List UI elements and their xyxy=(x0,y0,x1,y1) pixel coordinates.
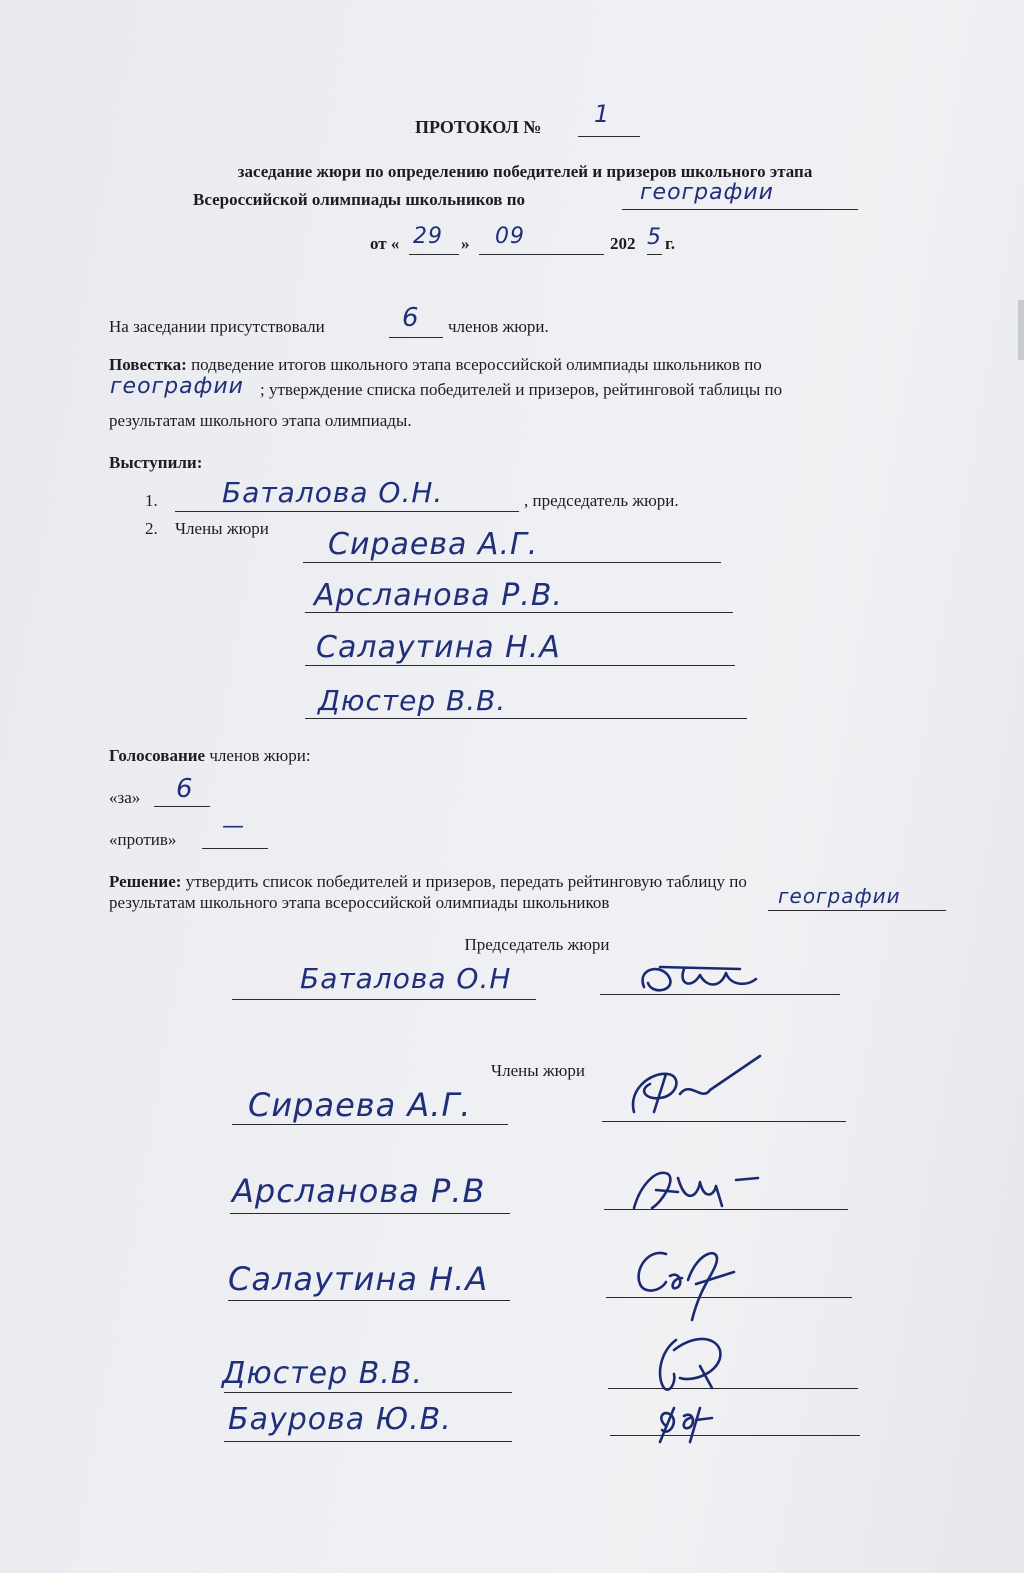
year-digit: 5 xyxy=(647,225,662,250)
member-line-1 xyxy=(303,562,721,563)
member-2-signature xyxy=(626,1156,776,1220)
agenda-text-1: подведение итогов школьного этапа всероссийской олимпиады школьников по xyxy=(191,355,762,374)
header-subject: географии xyxy=(640,180,774,205)
decision-line-1 xyxy=(109,871,747,893)
agenda-text-3: результатам школьного этапа олимпиады. xyxy=(109,411,412,430)
vote-against-label: «против» xyxy=(109,830,177,849)
member-sign-name-line-1 xyxy=(232,1124,508,1125)
decision-label: Решение: xyxy=(109,872,182,891)
members-label: Члены жюри xyxy=(491,1061,585,1080)
vote-for-label: «за» xyxy=(109,788,141,807)
speaker-1-role: , председатель жюри. xyxy=(524,491,679,510)
chairman-name-signed: Баталова О.Н xyxy=(300,962,512,995)
voting-line xyxy=(109,745,311,767)
member-4-signature xyxy=(640,1330,750,1396)
member-sign-name-line-5 xyxy=(224,1441,512,1442)
member-5-signature xyxy=(650,1396,730,1446)
header-line-1: заседание жюри по определению победителей и призеров школьного этапа xyxy=(237,162,813,181)
speaker-1-number: 1. xyxy=(145,491,158,510)
vote-for-line xyxy=(154,806,210,807)
attendance-count: 6 xyxy=(402,303,420,333)
vote-against-line xyxy=(202,848,268,849)
date-day: 29 xyxy=(413,224,443,249)
agenda-text-2: ; утверждение списка победителей и призеров, рейтинговой таблицы по xyxy=(260,380,783,399)
date-month: 09 xyxy=(495,224,525,249)
decision-text-2: результатам школьного этапа всероссийской олимпиады школьников xyxy=(109,893,610,912)
speaker-2-number: 2. xyxy=(145,519,158,538)
member-signature-line-1 xyxy=(602,1121,846,1122)
member-sign-name-line-4 xyxy=(224,1392,512,1393)
agenda-line-1 xyxy=(109,354,762,376)
day-line xyxy=(409,254,459,255)
signed-member-4: Дюстер В.В. xyxy=(222,1356,423,1391)
speaker-member-3: Салаутина Н.А xyxy=(316,630,561,665)
header-line-2: Всероссийской олимпиады школьников по xyxy=(193,190,526,209)
date-mid: » xyxy=(461,234,470,253)
attendance-suffix: членов жюри. xyxy=(448,317,549,336)
voting-label-suffix: членов жюри: xyxy=(209,746,311,765)
member-line-4 xyxy=(305,718,747,719)
chairman-label: Председатель жюри xyxy=(464,935,610,954)
paper-edge-shadow xyxy=(1018,300,1024,360)
speaker-member-2: Арсланова Р.В. xyxy=(314,578,563,613)
subject-line xyxy=(622,209,858,210)
signed-member-5: Баурова Ю.В. xyxy=(228,1402,452,1437)
chairman-name-line-2 xyxy=(232,999,536,1000)
member-signature-line-5 xyxy=(610,1435,860,1436)
vote-against-value: — xyxy=(222,814,245,839)
chairman-signature xyxy=(630,955,780,1005)
member-line-3 xyxy=(305,665,735,666)
member-sign-name-line-2 xyxy=(230,1213,510,1214)
year-suffix: г. xyxy=(665,234,676,253)
member-1-signature xyxy=(620,1050,780,1120)
vote-for-value: 6 xyxy=(176,774,194,804)
protocol-number-line xyxy=(578,136,640,137)
year-prefix: 202 xyxy=(610,234,636,253)
signed-member-3: Салаутина Н.А xyxy=(228,1260,489,1298)
signed-member-2: Арсланова Р.В xyxy=(232,1172,486,1210)
speaker-chairman-name: Баталова О.Н. xyxy=(222,476,444,509)
speaker-member-1: Сираева А.Г. xyxy=(328,527,539,562)
protocol-number: 1 xyxy=(594,100,611,128)
attendance-line xyxy=(389,337,443,338)
decision-subject-line xyxy=(768,910,946,911)
signed-member-1: Сираева А.Г. xyxy=(248,1086,472,1124)
protocol-title: ПРОТОКОЛ № xyxy=(415,117,542,137)
year-digit-line xyxy=(647,254,662,255)
agenda-subject: географии xyxy=(110,374,244,399)
attendance-prefix: На заседании присутствовали xyxy=(109,317,325,336)
agenda-label: Повестка: xyxy=(109,355,187,374)
decision-text-1: утвердить список победителей и призеров, передать рейтинговую таблицу по xyxy=(185,872,747,891)
speaker-2-label: Члены жюри xyxy=(175,519,269,538)
voting-label: Голосование xyxy=(109,746,206,765)
member-sign-name-line-3 xyxy=(228,1300,510,1301)
speaker-member-4: Дюстер В.В. xyxy=(318,684,507,717)
decision-subject: географии xyxy=(778,884,901,908)
date-prefix: от « xyxy=(370,234,400,253)
speakers-label: Выступили: xyxy=(109,453,203,472)
month-line xyxy=(479,254,604,255)
chairman-name-line xyxy=(175,511,519,512)
member-3-signature xyxy=(626,1240,756,1324)
